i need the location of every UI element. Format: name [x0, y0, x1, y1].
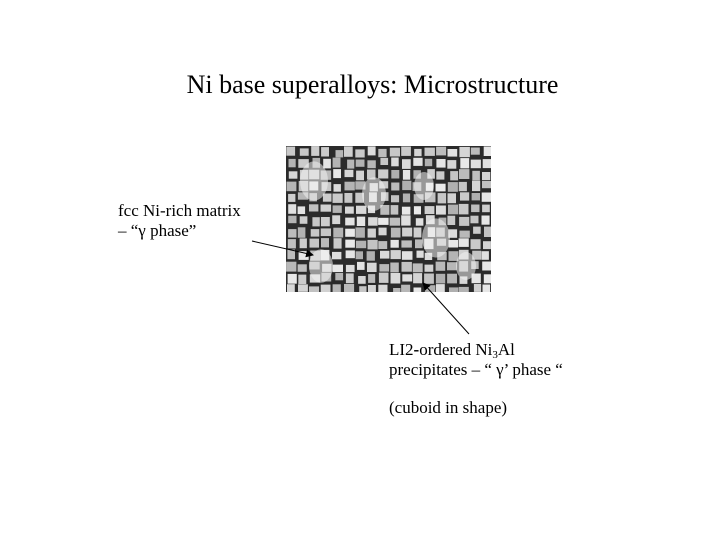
cuboid [311, 229, 320, 237]
cuboid [356, 251, 363, 259]
cuboid [390, 218, 401, 226]
cuboid [417, 251, 424, 258]
cuboid [459, 147, 470, 157]
cuboid [471, 205, 479, 213]
cuboid [347, 160, 354, 169]
cuboid [345, 170, 354, 177]
cuboid [287, 250, 295, 260]
cuboid [356, 241, 366, 249]
cuboid [334, 184, 341, 192]
cuboid [472, 171, 480, 181]
cuboid [380, 251, 389, 259]
cuboid [459, 287, 469, 292]
cuboid [413, 263, 423, 272]
cuboid [321, 228, 331, 236]
cuboid [390, 263, 399, 273]
gamma-prime-symbol: γ’ [496, 360, 509, 379]
subscript-3: 3 [492, 349, 498, 361]
cuboid [300, 238, 307, 248]
cuboid [333, 228, 343, 238]
cuboid [321, 147, 329, 156]
cuboid [378, 169, 388, 178]
cuboid [298, 264, 307, 272]
ordered-ni-text: ordered Ni [419, 340, 493, 359]
cuboid [448, 193, 457, 203]
li2-text: LI2 [389, 340, 414, 359]
relief-highlight [362, 177, 386, 211]
cuboid [355, 227, 365, 237]
cuboid [448, 205, 458, 215]
cuboid [367, 263, 377, 272]
gamma-prime-label-line2 [389, 360, 563, 380]
cuboid [393, 288, 400, 292]
cuboid [298, 206, 306, 214]
cuboid [425, 206, 435, 214]
cuboid [459, 182, 467, 191]
cuboid [288, 239, 296, 248]
cuboid [332, 252, 341, 259]
gamma-matrix-label [118, 201, 241, 241]
cuboid [414, 149, 421, 156]
cuboid [368, 285, 376, 292]
cuboid [401, 285, 410, 292]
cuboid [298, 284, 308, 292]
cuboid [289, 159, 296, 167]
cuboid [415, 239, 423, 248]
cuboid [380, 158, 388, 165]
cuboid [483, 159, 491, 168]
cuboid [473, 227, 481, 234]
cuboid [391, 205, 399, 215]
cuboid [345, 182, 355, 191]
cuboid [401, 215, 410, 225]
cuboid [311, 146, 319, 156]
cuboid [436, 184, 446, 192]
cuboid [403, 194, 410, 203]
cuboid [288, 216, 296, 224]
cuboid [321, 217, 330, 226]
cuboid [391, 195, 399, 202]
cuboid [484, 147, 491, 157]
cuboid [368, 217, 378, 226]
cuboid [391, 240, 399, 248]
cuboid [358, 276, 366, 284]
cuboid [402, 228, 412, 237]
cuboid [321, 205, 332, 212]
cuboid [378, 149, 386, 157]
cuboid [288, 229, 296, 238]
cuboid [484, 274, 491, 283]
quote-open: – “ [118, 221, 139, 240]
cuboid [332, 215, 340, 224]
cuboid [447, 274, 457, 284]
cuboid [368, 229, 376, 238]
cuboid [425, 265, 434, 272]
cuboid [402, 159, 411, 169]
relief-highlight [309, 249, 333, 283]
cuboid [356, 171, 364, 181]
cuboid [448, 149, 458, 157]
cuboid [484, 227, 491, 237]
cuboid [460, 192, 469, 200]
cuboid [288, 274, 297, 284]
cuboid [368, 146, 376, 155]
cuboid [289, 171, 298, 178]
cuboid [300, 148, 309, 155]
cuboid [459, 169, 469, 179]
cuboid [447, 160, 456, 169]
precipitates-text: precipitates – “ [389, 360, 497, 379]
cuboid [449, 251, 459, 261]
cuboid [413, 273, 422, 283]
cuboid [357, 217, 365, 226]
cuboid [416, 218, 424, 226]
cuboid [447, 262, 457, 270]
cuboid [299, 251, 309, 260]
cuboid [309, 286, 319, 292]
gamma-matrix-label-line1: fcc Ni-rich matrix [118, 201, 241, 220]
gamma-prime-label-line1 [389, 340, 563, 360]
cuboid [449, 287, 458, 292]
relief-highlight [414, 172, 434, 200]
cuboid [390, 148, 400, 157]
relief-highlight [456, 252, 476, 280]
cuboid [436, 206, 446, 215]
cuboid [333, 169, 341, 178]
gamma-matrix-label-line2 [118, 221, 241, 241]
cuboid [334, 238, 342, 248]
cuboid [359, 286, 366, 292]
cuboid [300, 216, 308, 224]
cuboid [483, 241, 491, 249]
gamma-symbol: γ [138, 221, 146, 240]
cuboid [333, 194, 343, 203]
cuboid [391, 228, 401, 238]
cuboid [378, 241, 387, 249]
cuboid [449, 240, 459, 248]
cuboid [298, 227, 306, 238]
cuboid [436, 159, 445, 168]
cuboid [470, 216, 478, 224]
cuboid [402, 207, 411, 215]
cuboid [357, 262, 365, 270]
cuboid [288, 194, 295, 202]
cuboid [287, 182, 297, 192]
cuboid [436, 147, 446, 156]
cuboid [483, 285, 491, 293]
cuboid [356, 160, 365, 167]
cuboid [312, 217, 319, 226]
cuboid [459, 217, 469, 226]
cuboid [344, 284, 354, 292]
cuboid [436, 274, 445, 284]
cuboid [345, 218, 354, 226]
phase-text: phase” [145, 221, 197, 240]
cuboid [333, 158, 341, 168]
cuboid [286, 262, 296, 272]
cuboid [403, 170, 410, 180]
al-text: Al [497, 340, 515, 359]
cuboid [288, 204, 296, 214]
cuboid [344, 193, 352, 203]
cuboid [346, 273, 354, 283]
cuboid [448, 182, 458, 192]
cuboid [333, 205, 342, 213]
gamma-prime-label [389, 340, 563, 380]
cuboid [471, 160, 481, 169]
cuboid [460, 231, 470, 238]
cuboid [482, 193, 491, 202]
cuboid [323, 159, 331, 169]
cuboid [378, 218, 389, 225]
cuboid [474, 284, 481, 292]
cuboid [344, 146, 353, 156]
cuboid [323, 194, 332, 202]
micrograph-image [286, 146, 491, 292]
cuboid [378, 285, 387, 292]
cuboid [298, 275, 306, 284]
cuboid [438, 193, 447, 203]
cuboid [401, 147, 411, 156]
cuboid [425, 148, 435, 156]
cuboid-shape-note: (cuboid in shape) [389, 398, 508, 417]
cuboid [482, 216, 490, 225]
cuboid [379, 264, 389, 272]
cuboid [391, 273, 401, 284]
cuboid [401, 240, 412, 247]
cuboid [447, 216, 455, 225]
cuboid [424, 274, 434, 284]
cuboid [333, 284, 341, 292]
cuboid [310, 239, 320, 248]
cuboid [286, 147, 295, 156]
cuboid [414, 228, 422, 238]
cuboid [425, 285, 436, 292]
cuboid [460, 158, 469, 168]
cuboid [414, 288, 422, 293]
cuboid [321, 285, 331, 292]
cuboid [391, 183, 399, 191]
cuboid [414, 206, 421, 214]
cuboid [356, 206, 366, 214]
relief-highlight [422, 218, 450, 257]
cuboid [309, 204, 318, 211]
cuboid [391, 250, 401, 259]
cuboid [345, 229, 355, 237]
cuboid [336, 150, 344, 157]
cuboid [368, 240, 378, 250]
cuboid [345, 207, 354, 214]
cuboid [459, 238, 469, 247]
cuboid [346, 250, 355, 258]
phase-text-2: phase “ [508, 360, 563, 379]
cuboid [459, 204, 469, 215]
cuboid [450, 171, 458, 180]
cuboid [346, 265, 355, 272]
slide-title: Ni base superalloys: Microstructure [186, 70, 559, 99]
cuboid [436, 171, 444, 179]
cuboid [333, 265, 344, 273]
cuboid [482, 205, 490, 213]
cuboid [335, 273, 343, 280]
cuboid [355, 149, 364, 157]
cuboid [402, 274, 412, 281]
cuboid [287, 284, 295, 292]
cuboid [321, 238, 329, 247]
cuboid [379, 273, 389, 283]
hyphen: - [413, 340, 420, 359]
cuboid [367, 251, 375, 261]
cuboid [402, 251, 413, 260]
cuboid [436, 284, 445, 292]
cuboid [471, 239, 481, 249]
cuboid [482, 172, 490, 180]
micrograph-svg [286, 146, 491, 292]
cuboid [413, 158, 422, 166]
cuboid [368, 274, 375, 283]
cuboid [436, 262, 446, 271]
cuboid [379, 228, 387, 236]
cuboid [402, 262, 412, 272]
cuboid [482, 262, 491, 271]
cuboid [402, 181, 411, 190]
relief-highlight [300, 161, 328, 200]
cuboid [345, 240, 355, 248]
cuboid [482, 251, 489, 260]
cuboid [425, 159, 432, 166]
cuboid [472, 193, 480, 200]
cuboid [391, 170, 399, 179]
cuboid [367, 160, 375, 168]
cuboid [391, 158, 399, 167]
cuboid [472, 181, 480, 191]
cuboid [482, 181, 491, 188]
cuboid [471, 148, 480, 155]
